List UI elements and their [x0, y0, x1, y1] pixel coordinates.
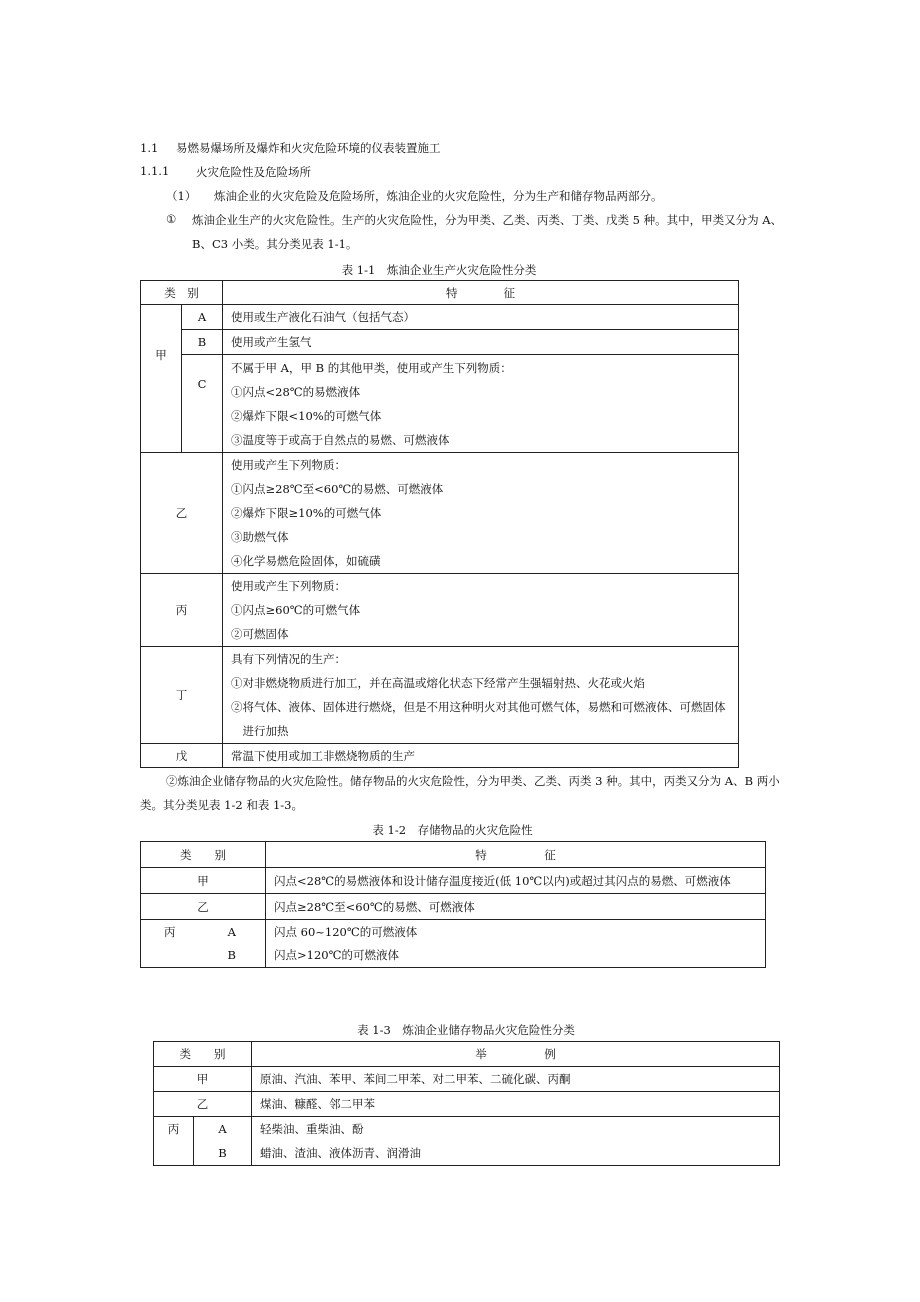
class-bing: 丙 [141, 574, 223, 647]
feature-line: ①闪点≥28℃至<60℃的易燃、可燃液体 [231, 482, 444, 496]
feature-jia-B: 使用或产生氢气 [223, 330, 739, 355]
section-title: 易燃易爆场所及爆炸和火灾危险环境的仪表装置施工 [175, 141, 441, 155]
subclass-B: B [194, 1142, 252, 1166]
feature-bing-A: 闪点 60~120℃的可燃液体 [266, 920, 766, 944]
header-feature: 特 征 [223, 281, 739, 305]
class-jia: 甲 [141, 305, 182, 453]
example-yi: 煤油、糠醛、邻二甲苯 [252, 1092, 780, 1117]
table-1-2 [140, 841, 766, 968]
feature-line: 使用或产生下列物质： [231, 458, 346, 472]
class-yi: 乙 [141, 894, 266, 920]
paragraph-storage-continued [140, 797, 303, 813]
table-1-3 [153, 1041, 780, 1166]
feature-jia: 闪点<28℃的易燃液体和设计储存温度接近(低 10℃以内)或超过其闪点的易燃、可燃液体 [266, 868, 766, 894]
subsection-number: 1.1.1 [140, 164, 170, 178]
feature-line: ①闪点<28℃的易燃液体 [231, 384, 361, 399]
header-class: 类 别 [141, 281, 223, 305]
paragraph-storage [166, 773, 780, 789]
section-heading-1-1 [140, 140, 440, 156]
paragraph-2-continued [192, 236, 357, 252]
feature-line: 不属于甲 A，甲 B 的其他甲类，使用或产生下列物质： [231, 360, 512, 375]
feature-bing-B: 闪点>120℃的可燃液体 [266, 944, 766, 968]
feature-ding [223, 647, 739, 744]
feature-line: ②可燃固体 [231, 627, 289, 641]
feature-line: ①对非燃烧物质进行加工，并在高温或熔化状态下经常产生强辐射热、火花或火焰 [231, 676, 645, 690]
class-bing: 丙 [154, 1117, 194, 1166]
feature-jia-C [223, 355, 739, 453]
feature-yi [223, 453, 739, 574]
header-class: 类 别 [141, 842, 266, 868]
subsection-title: 火灾危险性及危险场所 [196, 165, 311, 179]
feature-line: 具有下列情况的生产： [231, 652, 346, 666]
table-1-1 [140, 280, 739, 768]
feature-yi: 闪点≥28℃至<60℃的易燃、可燃液体 [266, 894, 766, 920]
paragraph-text: 炼油企业的火灾危险及危险场所，炼油企业的火灾危险性，分为生产和储存物品两部分。 [214, 189, 663, 203]
feature-line: ②将气体、液体、固体进行燃烧，但是不用这种明火对其他可燃气体，易燃和可燃液体、可燃固体 [231, 700, 726, 714]
example-bing-A: 轻柴油、重柴油、酚 [252, 1117, 780, 1142]
table-1-3-caption: 表 1-3 炼油企业储存物品火灾危险性分类 [357, 1023, 575, 1037]
section-number: 1.1 [140, 141, 159, 155]
class-yi: 乙 [141, 453, 223, 574]
feature-line: ④化学易燃危险固体，如硫磺 [231, 554, 381, 568]
paragraph-marker: ① [166, 212, 177, 226]
section-heading-1-1-1 [140, 164, 311, 179]
class-ding: 丁 [141, 647, 223, 744]
class-bing: 丙 [141, 920, 199, 968]
feature-line: 进行加热 [231, 724, 289, 738]
subclass-A: A [182, 305, 223, 330]
feature-jia-A: 使用或生产液化石油气（包括气态） [223, 305, 739, 330]
header-class: 类 别 [154, 1042, 252, 1067]
paragraph-2 [166, 212, 783, 227]
feature-line: ②爆炸下限≥10%的可燃气体 [231, 506, 382, 520]
header-feature: 特 征 [266, 842, 766, 868]
header-example: 举 例 [252, 1042, 780, 1067]
class-jia: 甲 [154, 1067, 252, 1092]
subclass-B: B [182, 330, 223, 355]
subclass-A: A [194, 1117, 252, 1142]
feature-line: 使用或产生下列物质： [231, 579, 346, 593]
class-yi: 乙 [154, 1092, 252, 1117]
feature-line: ③助燃气体 [231, 530, 289, 544]
paragraph-text: ②炼油企业储存物品的火灾危险性。储存物品的火灾危险性，分为甲类、乙类、丙类 3 种。其中，丙类又分为 A、B 两小 [166, 774, 780, 788]
feature-line: ③温度等于或高于自然点的易燃、可燃液体 [231, 432, 450, 447]
table-1-2-caption: 表 1-2 存储物品的火灾危险性 [372, 823, 533, 837]
subclass-C: C [182, 355, 223, 453]
paragraph-number: （1） [166, 189, 197, 203]
paragraph-1 [166, 188, 663, 204]
feature-line: ②爆炸下限<10%的可燃气体 [231, 408, 382, 423]
feature-wu: 常温下使用或加工非燃烧物质的生产 [223, 744, 739, 768]
example-jia: 原油、汽油、苯甲、苯间二甲苯、对二甲苯、二硫化碳、丙酮 [252, 1067, 780, 1092]
table-1-1-caption: 表 1-1 炼油企业生产火灾危险性分类 [341, 263, 537, 277]
paragraph-text: B、C3 小类。其分类见表 1-1。 [192, 237, 358, 251]
paragraph-text: 炼油企业生产的火灾危险性。生产的火灾危险性，分为甲类、乙类、丙类、丁类、戊类 5 种。其中，甲类又分为 A、 [192, 213, 783, 227]
feature-line: ①闪点≥60℃的可燃气体 [231, 603, 361, 617]
subclass-A: A [199, 920, 266, 944]
paragraph-text: 类。其分类见表 1-2 和表 1-3。 [140, 798, 304, 812]
example-bing-B: 蜡油、渣油、液体沥青、润滑油 [252, 1142, 780, 1166]
feature-bing [223, 574, 739, 647]
class-jia: 甲 [141, 868, 266, 894]
subclass-B: B [199, 944, 266, 968]
class-wu: 戊 [141, 744, 223, 768]
